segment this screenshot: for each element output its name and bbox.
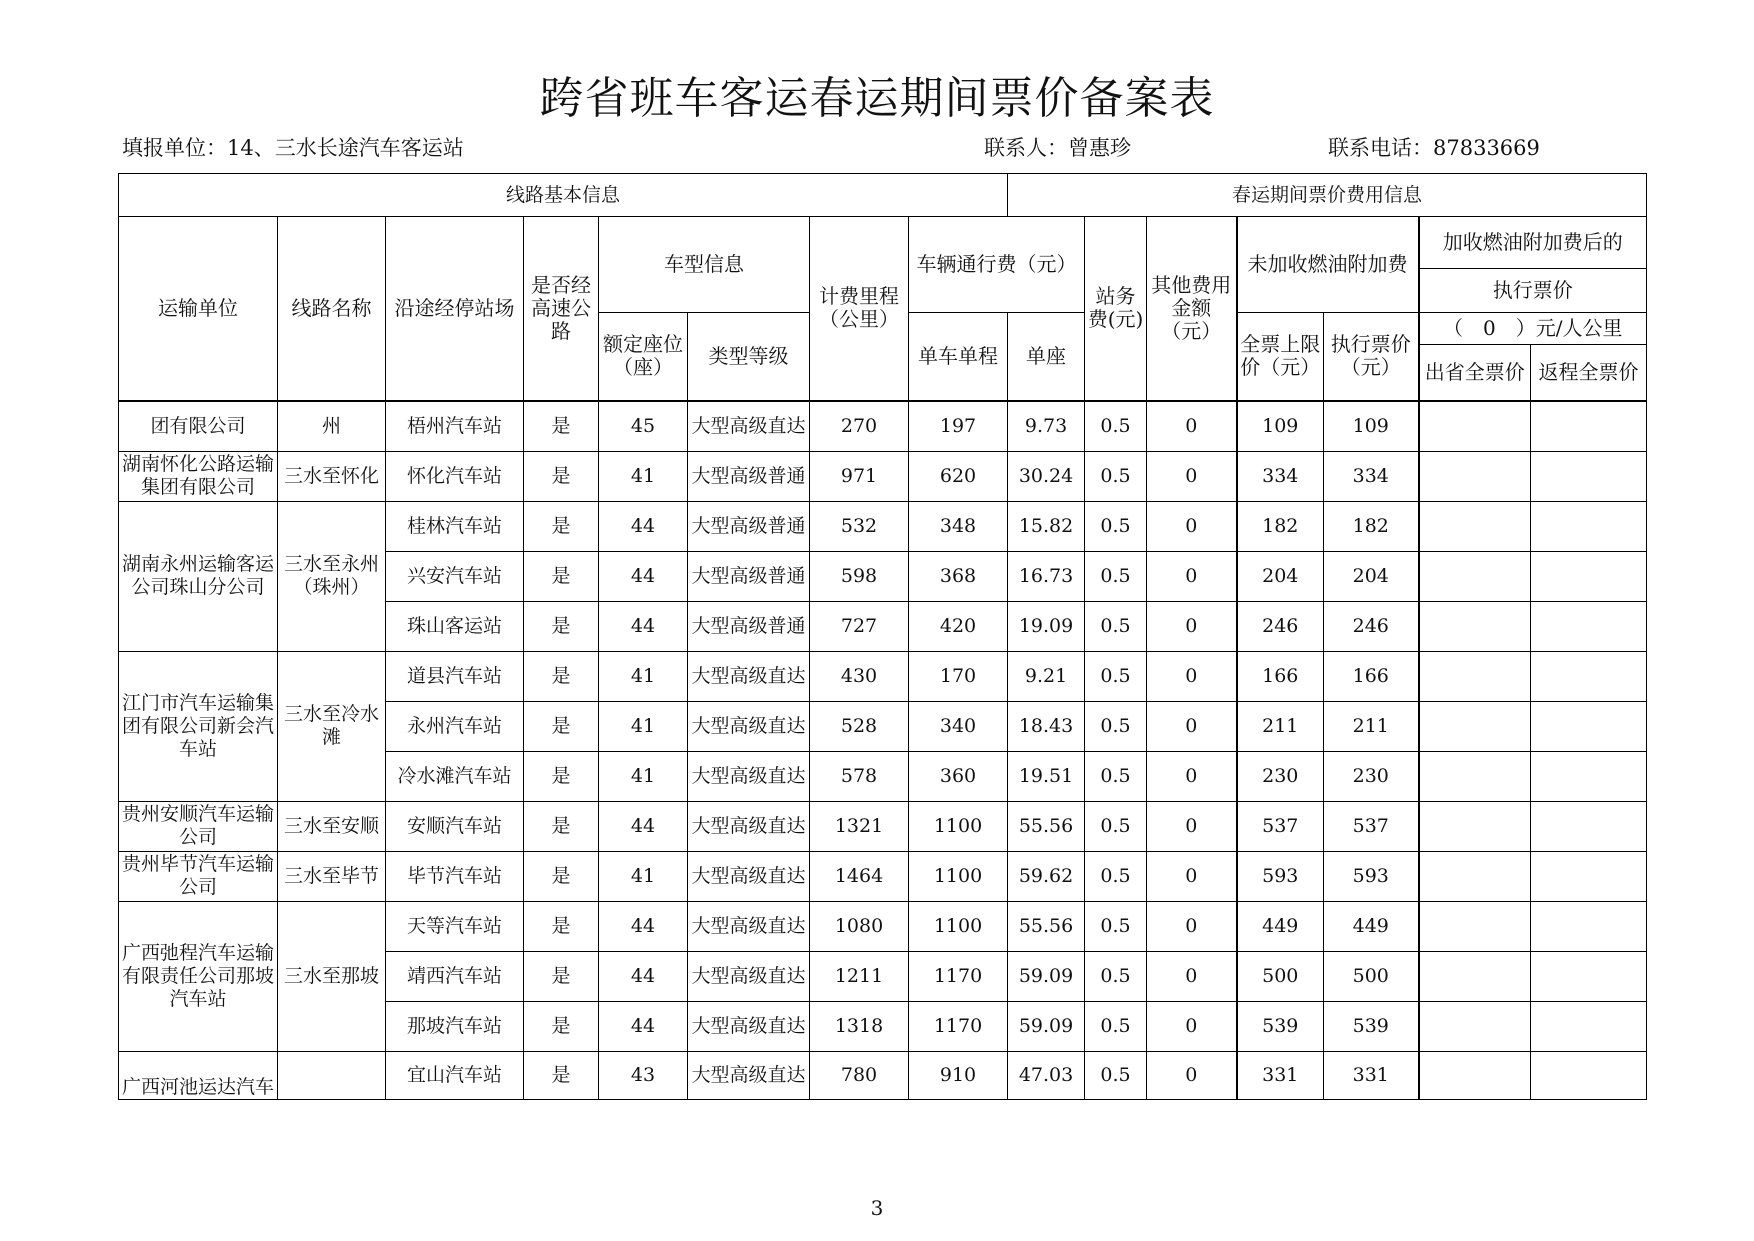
exec-price-cell: 182 [1324,501,1419,551]
out-full-cell [1419,501,1531,551]
cap-price-cell: 539 [1237,1001,1324,1051]
grade-cell: 大型高级直达 [688,1001,810,1051]
return-full-cell [1531,701,1647,751]
toll-cell: 420 [909,601,1008,651]
stop-cell: 兴安汽车站 [386,551,524,601]
grade-cell: 大型高级直达 [688,701,810,751]
toll-cell: 368 [909,551,1008,601]
header-other-fee: 其他费用金额（元） [1147,217,1237,401]
station-fee-cell: 0.5 [1085,601,1147,651]
seat-toll-cell: 47.03 [1008,1051,1085,1099]
distance-cell: 528 [810,701,909,751]
out-full-cell [1419,651,1531,701]
cap-price-cell: 182 [1237,501,1324,551]
header-rate: （ 0 ）元/人公里 [1419,313,1647,345]
grade-cell: 大型高级直达 [688,901,810,951]
station-fee-cell: 0.5 [1085,451,1147,501]
toll-cell: 620 [909,451,1008,501]
header-seats: 额定座位（座） [599,313,688,401]
stop-cell: 宜山汽车站 [386,1051,524,1099]
exec-price-cell: 230 [1324,751,1419,801]
grade-cell: 大型高级普通 [688,501,810,551]
return-full-cell [1531,951,1647,1001]
return-full-cell [1531,801,1647,851]
station-fee-cell: 0.5 [1085,651,1147,701]
seat-toll-cell: 18.43 [1008,701,1085,751]
other-fee-cell: 0 [1147,1051,1237,1099]
highway-cell: 是 [524,701,599,751]
distance-cell: 1318 [810,1001,909,1051]
table-row [119,651,1647,701]
highway-cell: 是 [524,751,599,801]
station-fee-cell: 0.5 [1085,901,1147,951]
header-toll-seat: 单座 [1008,313,1085,401]
station-fee-cell: 0.5 [1085,551,1147,601]
header-exec-price: 执行票价（元） [1324,313,1419,401]
toll-cell: 1100 [909,851,1008,901]
route-cell: 三水至安顺 [278,801,386,851]
out-full-cell [1419,451,1531,501]
toll-cell: 170 [909,651,1008,701]
seats-cell: 44 [599,801,688,851]
seat-toll-cell: 59.09 [1008,1001,1085,1051]
exec-price-cell: 539 [1324,1001,1419,1051]
other-fee-cell: 0 [1147,401,1237,452]
cap-price-cell: 334 [1237,451,1324,501]
highway-cell: 是 [524,851,599,901]
header-route: 线路名称 [278,217,386,401]
station-fee-cell: 0.5 [1085,751,1147,801]
distance-cell: 1211 [810,951,909,1001]
grade-cell: 大型高级直达 [688,751,810,801]
return-full-cell [1531,551,1647,601]
seat-toll-cell: 15.82 [1008,501,1085,551]
route-cell: 三水至怀化 [278,451,386,501]
carrier-cell: 江门市汽车运输集团有限公司新会汽车站 [119,651,278,801]
other-fee-cell: 0 [1147,751,1237,801]
table-row [119,851,1647,901]
station-fee-cell: 0.5 [1085,501,1147,551]
carrier-cell: 广西河池运达汽车 [119,1051,278,1099]
other-fee-cell: 0 [1147,801,1237,851]
return-full-cell [1531,451,1647,501]
carrier-cell: 湖南永州运输客运公司珠山分公司 [119,501,278,651]
header-out-full: 出省全票价 [1419,345,1531,401]
return-full-cell [1531,1001,1647,1051]
seat-toll-cell: 19.51 [1008,751,1085,801]
highway-cell: 是 [524,651,599,701]
route-cell: 三水至毕节 [278,851,386,901]
table-row [119,501,1647,551]
fare-table [118,173,1647,1100]
cap-price-cell: 166 [1237,651,1324,701]
stop-cell: 天等汽车站 [386,901,524,951]
exec-price-cell: 593 [1324,851,1419,901]
highway-cell: 是 [524,551,599,601]
other-fee-cell: 0 [1147,601,1237,651]
exec-price-cell: 537 [1324,801,1419,851]
grade-cell: 大型高级直达 [688,951,810,1001]
seats-cell: 43 [599,1051,688,1099]
exec-price-cell: 166 [1324,651,1419,701]
stop-cell: 那坡汽车站 [386,1001,524,1051]
distance-cell: 971 [810,451,909,501]
seat-toll-cell: 30.24 [1008,451,1085,501]
other-fee-cell: 0 [1147,851,1237,901]
other-fee-cell: 0 [1147,651,1237,701]
distance-cell: 598 [810,551,909,601]
out-full-cell [1419,401,1531,452]
table-row [119,401,1647,452]
stop-cell: 桂林汽车站 [386,501,524,551]
highway-cell: 是 [524,801,599,851]
station-fee-cell: 0.5 [1085,851,1147,901]
header-stops: 沿途经停站场 [386,217,524,401]
carrier-cell: 贵州毕节汽车运输公司 [119,851,278,901]
out-full-cell [1419,601,1531,651]
highway-cell: 是 [524,601,599,651]
stop-cell: 永州汽车站 [386,701,524,751]
distance-cell: 1321 [810,801,909,851]
station-fee-cell: 0.5 [1085,801,1147,851]
table-row [119,1051,1647,1099]
return-full-cell [1531,901,1647,951]
distance-cell: 270 [810,401,909,452]
other-fee-cell: 0 [1147,701,1237,751]
toll-cell: 360 [909,751,1008,801]
stop-cell: 冷水滩汽车站 [386,751,524,801]
seat-toll-cell: 16.73 [1008,551,1085,601]
distance-cell: 1080 [810,901,909,951]
return-full-cell [1531,601,1647,651]
seats-cell: 44 [599,901,688,951]
route-cell: 三水至永州（珠州） [278,501,386,651]
header-highway: 是否经高速公路 [524,217,599,401]
stop-cell: 珠山客运站 [386,601,524,651]
grade-cell: 大型高级普通 [688,551,810,601]
seats-cell: 41 [599,651,688,701]
return-full-cell [1531,401,1647,452]
other-fee-cell: 0 [1147,1001,1237,1051]
seat-toll-cell: 19.09 [1008,601,1085,651]
out-full-cell [1419,801,1531,851]
stop-cell: 毕节汽车站 [386,851,524,901]
cap-price-cell: 230 [1237,751,1324,801]
station-fee-cell: 0.5 [1085,401,1147,452]
other-fee-cell: 0 [1147,501,1237,551]
header-basic-info: 线路基本信息 [119,174,1008,217]
carrier-cell: 广西弛程汽车运输有限责任公司那坡汽车站 [119,901,278,1051]
cap-price-cell: 211 [1237,701,1324,751]
seat-toll-cell: 59.09 [1008,951,1085,1001]
cap-price-cell: 204 [1237,551,1324,601]
seat-toll-cell: 9.21 [1008,651,1085,701]
other-fee-cell: 0 [1147,901,1237,951]
distance-cell: 727 [810,601,909,651]
stop-cell: 怀化汽车站 [386,451,524,501]
toll-cell: 1100 [909,901,1008,951]
cap-price-cell: 246 [1237,601,1324,651]
contact-person: 联系人：曾惠珍 [984,136,1131,160]
header-return-full: 返程全票价 [1531,345,1647,401]
seat-toll-cell: 55.56 [1008,901,1085,951]
exec-price-cell: 211 [1324,701,1419,751]
header-toll-single: 单车单程 [909,313,1008,401]
route-cell [278,1051,386,1099]
station-fee-cell: 0.5 [1085,951,1147,1001]
contact-phone: 联系电话：87833669 [1328,136,1540,160]
header-station-fee: 站务费(元) [1085,217,1147,401]
other-fee-cell: 0 [1147,551,1237,601]
station-fee-cell: 0.5 [1085,1051,1147,1099]
highway-cell: 是 [524,1051,599,1099]
highway-cell: 是 [524,901,599,951]
highway-cell: 是 [524,451,599,501]
highway-cell: 是 [524,951,599,1001]
stop-cell: 靖西汽车站 [386,951,524,1001]
seats-cell: 45 [599,401,688,452]
grade-cell: 大型高级普通 [688,601,810,651]
header-exec-fare: 执行票价 [1419,269,1647,313]
exec-price-cell: 246 [1324,601,1419,651]
return-full-cell [1531,851,1647,901]
seats-cell: 41 [599,851,688,901]
out-full-cell [1419,551,1531,601]
out-full-cell [1419,901,1531,951]
header-cap-price: 全票上限价（元） [1237,313,1324,401]
grade-cell: 大型高级直达 [688,401,810,452]
seats-cell: 41 [599,751,688,801]
out-full-cell [1419,951,1531,1001]
grade-cell: 大型高级普通 [688,451,810,501]
distance-cell: 532 [810,501,909,551]
exec-price-cell: 449 [1324,901,1419,951]
other-fee-cell: 0 [1147,951,1237,1001]
toll-cell: 1170 [909,951,1008,1001]
table-row [119,451,1647,501]
seats-cell: 41 [599,701,688,751]
seats-cell: 44 [599,551,688,601]
cap-price-cell: 537 [1237,801,1324,851]
return-full-cell [1531,501,1647,551]
toll-cell: 197 [909,401,1008,452]
route-cell: 三水至那坡 [278,901,386,1051]
cap-price-cell: 331 [1237,1051,1324,1099]
header-fare-info: 春运期间票价费用信息 [1008,174,1647,217]
toll-cell: 348 [909,501,1008,551]
stop-cell: 梧州汽车站 [386,401,524,452]
return-full-cell [1531,651,1647,701]
distance-cell: 578 [810,751,909,801]
toll-cell: 340 [909,701,1008,751]
exec-price-cell: 334 [1324,451,1419,501]
out-full-cell [1419,1051,1531,1099]
header-distance: 计费里程（公里） [810,217,909,401]
station-fee-cell: 0.5 [1085,701,1147,751]
station-fee-cell: 0.5 [1085,1001,1147,1051]
stop-cell: 安顺汽车站 [386,801,524,851]
other-fee-cell: 0 [1147,451,1237,501]
highway-cell: 是 [524,401,599,452]
toll-cell: 910 [909,1051,1008,1099]
seats-cell: 41 [599,451,688,501]
seats-cell: 44 [599,501,688,551]
exec-price-cell: 331 [1324,1051,1419,1099]
cap-price-cell: 500 [1237,951,1324,1001]
header-grade: 类型等级 [688,313,810,401]
header-vehicle: 车型信息 [599,217,810,313]
seat-toll-cell: 59.62 [1008,851,1085,901]
header-carrier: 运输单位 [119,217,278,401]
grade-cell: 大型高级直达 [688,1051,810,1099]
page-number: 3 [870,1196,884,1220]
highway-cell: 是 [524,1001,599,1051]
grade-cell: 大型高级直达 [688,651,810,701]
toll-cell: 1100 [909,801,1008,851]
return-full-cell [1531,1051,1647,1099]
table-row [119,801,1647,851]
seat-toll-cell: 9.73 [1008,401,1085,452]
page-title: 跨省班车客运春运期间票价备案表 [539,73,1215,124]
out-full-cell [1419,751,1531,801]
header-no-fuel: 未加收燃油附加费 [1237,217,1419,313]
route-cell: 州 [278,401,386,452]
cap-price-cell: 449 [1237,901,1324,951]
out-full-cell [1419,701,1531,751]
reporting-unit: 填报单位：14、三水长途汽车客运站 [122,136,464,160]
out-full-cell [1419,1001,1531,1051]
cap-price-cell: 109 [1237,401,1324,452]
grade-cell: 大型高级直达 [688,801,810,851]
carrier-cell: 团有限公司 [119,401,278,452]
exec-price-cell: 204 [1324,551,1419,601]
seats-cell: 44 [599,1001,688,1051]
header-toll: 车辆通行费（元） [909,217,1085,313]
distance-cell: 1464 [810,851,909,901]
grade-cell: 大型高级直达 [688,851,810,901]
exec-price-cell: 500 [1324,951,1419,1001]
distance-cell: 430 [810,651,909,701]
distance-cell: 780 [810,1051,909,1099]
highway-cell: 是 [524,501,599,551]
carrier-cell: 湖南怀化公路运输集团有限公司 [119,451,278,501]
header-with-fuel: 加收燃油附加费后的 [1419,217,1647,269]
return-full-cell [1531,751,1647,801]
toll-cell: 1170 [909,1001,1008,1051]
seats-cell: 44 [599,601,688,651]
table-row [119,901,1647,951]
seats-cell: 44 [599,951,688,1001]
carrier-cell: 贵州安顺汽车运输公司 [119,801,278,851]
stop-cell: 道县汽车站 [386,651,524,701]
seat-toll-cell: 55.56 [1008,801,1085,851]
cap-price-cell: 593 [1237,851,1324,901]
route-cell: 三水至冷水滩 [278,651,386,801]
exec-price-cell: 109 [1324,401,1419,452]
out-full-cell [1419,851,1531,901]
